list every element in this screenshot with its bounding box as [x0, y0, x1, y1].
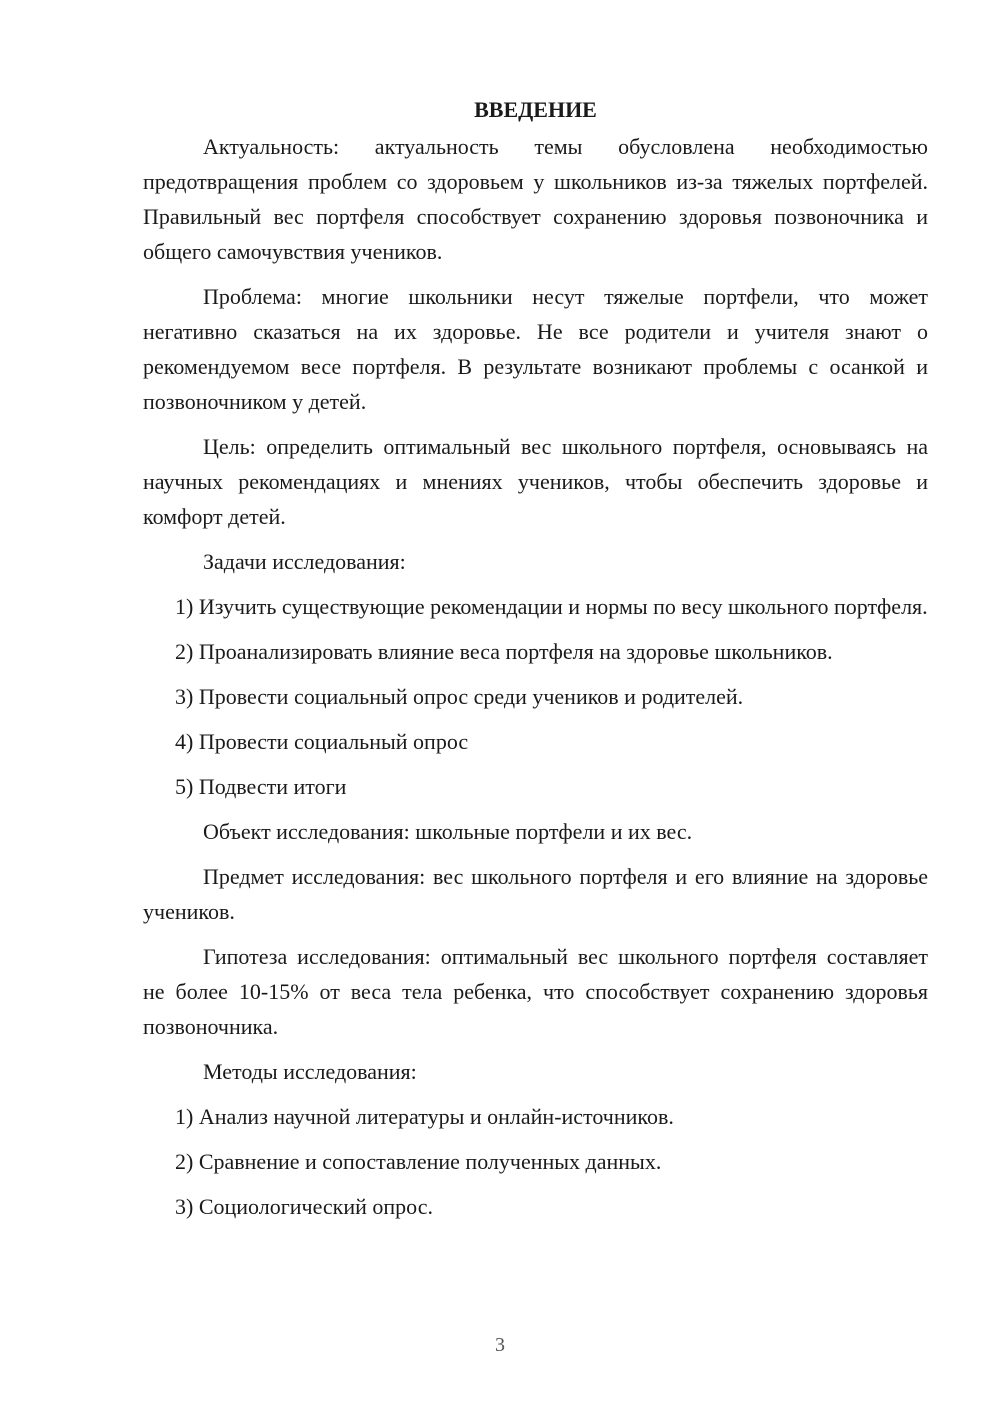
method-item-1: 1) Анализ научной литературы и онлайн-источников. — [175, 1104, 674, 1129]
page-number: 3 — [495, 1334, 505, 1356]
tasks-heading: Задачи исследования: — [203, 549, 406, 574]
paragraph-relevance: Актуальность: актуальность темы обусловлена необходимостью предотвращения проблем со здоровьем у школьников из-за тяжелых портфелей. Правильный вес портфеля способствует сохранению здоровья позвоночника и общего самочувствия учеников. — [143, 134, 928, 264]
task-item-3: 3) Провести социальный опрос среди учеников и родителей. — [175, 684, 744, 709]
paragraph-problem: Проблема: многие школьники несут тяжелые портфели, что может негативно сказаться на их здоровье. Не все родители и учителя знают о рекомендуемом весе портфеля. В результате возникают проблемы с осанкой и позвоночником у детей. — [143, 284, 928, 414]
paragraph-hypothesis: Гипотеза исследования: оптимальный вес школьного портфеля составляет не более 10-15% от веса тела ребенка, что способствует сохранению здоровья позвоночника. — [143, 944, 928, 1039]
task-item-5: 5) Подвести итоги — [175, 774, 347, 799]
task-item-1: 1) Изучить существующие рекомендации и нормы по весу школьного портфеля. — [175, 594, 928, 619]
paragraph-subject: Предмет исследования: вес школьного портфеля и его влияние на здоровье учеников. — [143, 864, 928, 924]
paragraph-object: Объект исследования: школьные портфели и их вес. — [203, 819, 693, 844]
document-page — [143, 92, 928, 1234]
method-item-3: 3) Социологический опрос. — [175, 1194, 433, 1219]
page-title: ВВЕДЕНИЕ — [474, 97, 597, 122]
task-item-2: 2) Проанализировать влияние веса портфеля на здоровье школьников. — [175, 639, 833, 664]
method-item-2: 2) Сравнение и сопоставление полученных данных. — [175, 1149, 662, 1174]
methods-heading: Методы исследования: — [203, 1059, 417, 1084]
paragraph-goal: Цель: определить оптимальный вес школьного портфеля, основываясь на научных рекомендациях и мнениях учеников, чтобы обеспечить здоровье и комфорт детей. — [143, 434, 928, 529]
task-item-4: 4) Провести социальный опрос — [175, 729, 469, 754]
